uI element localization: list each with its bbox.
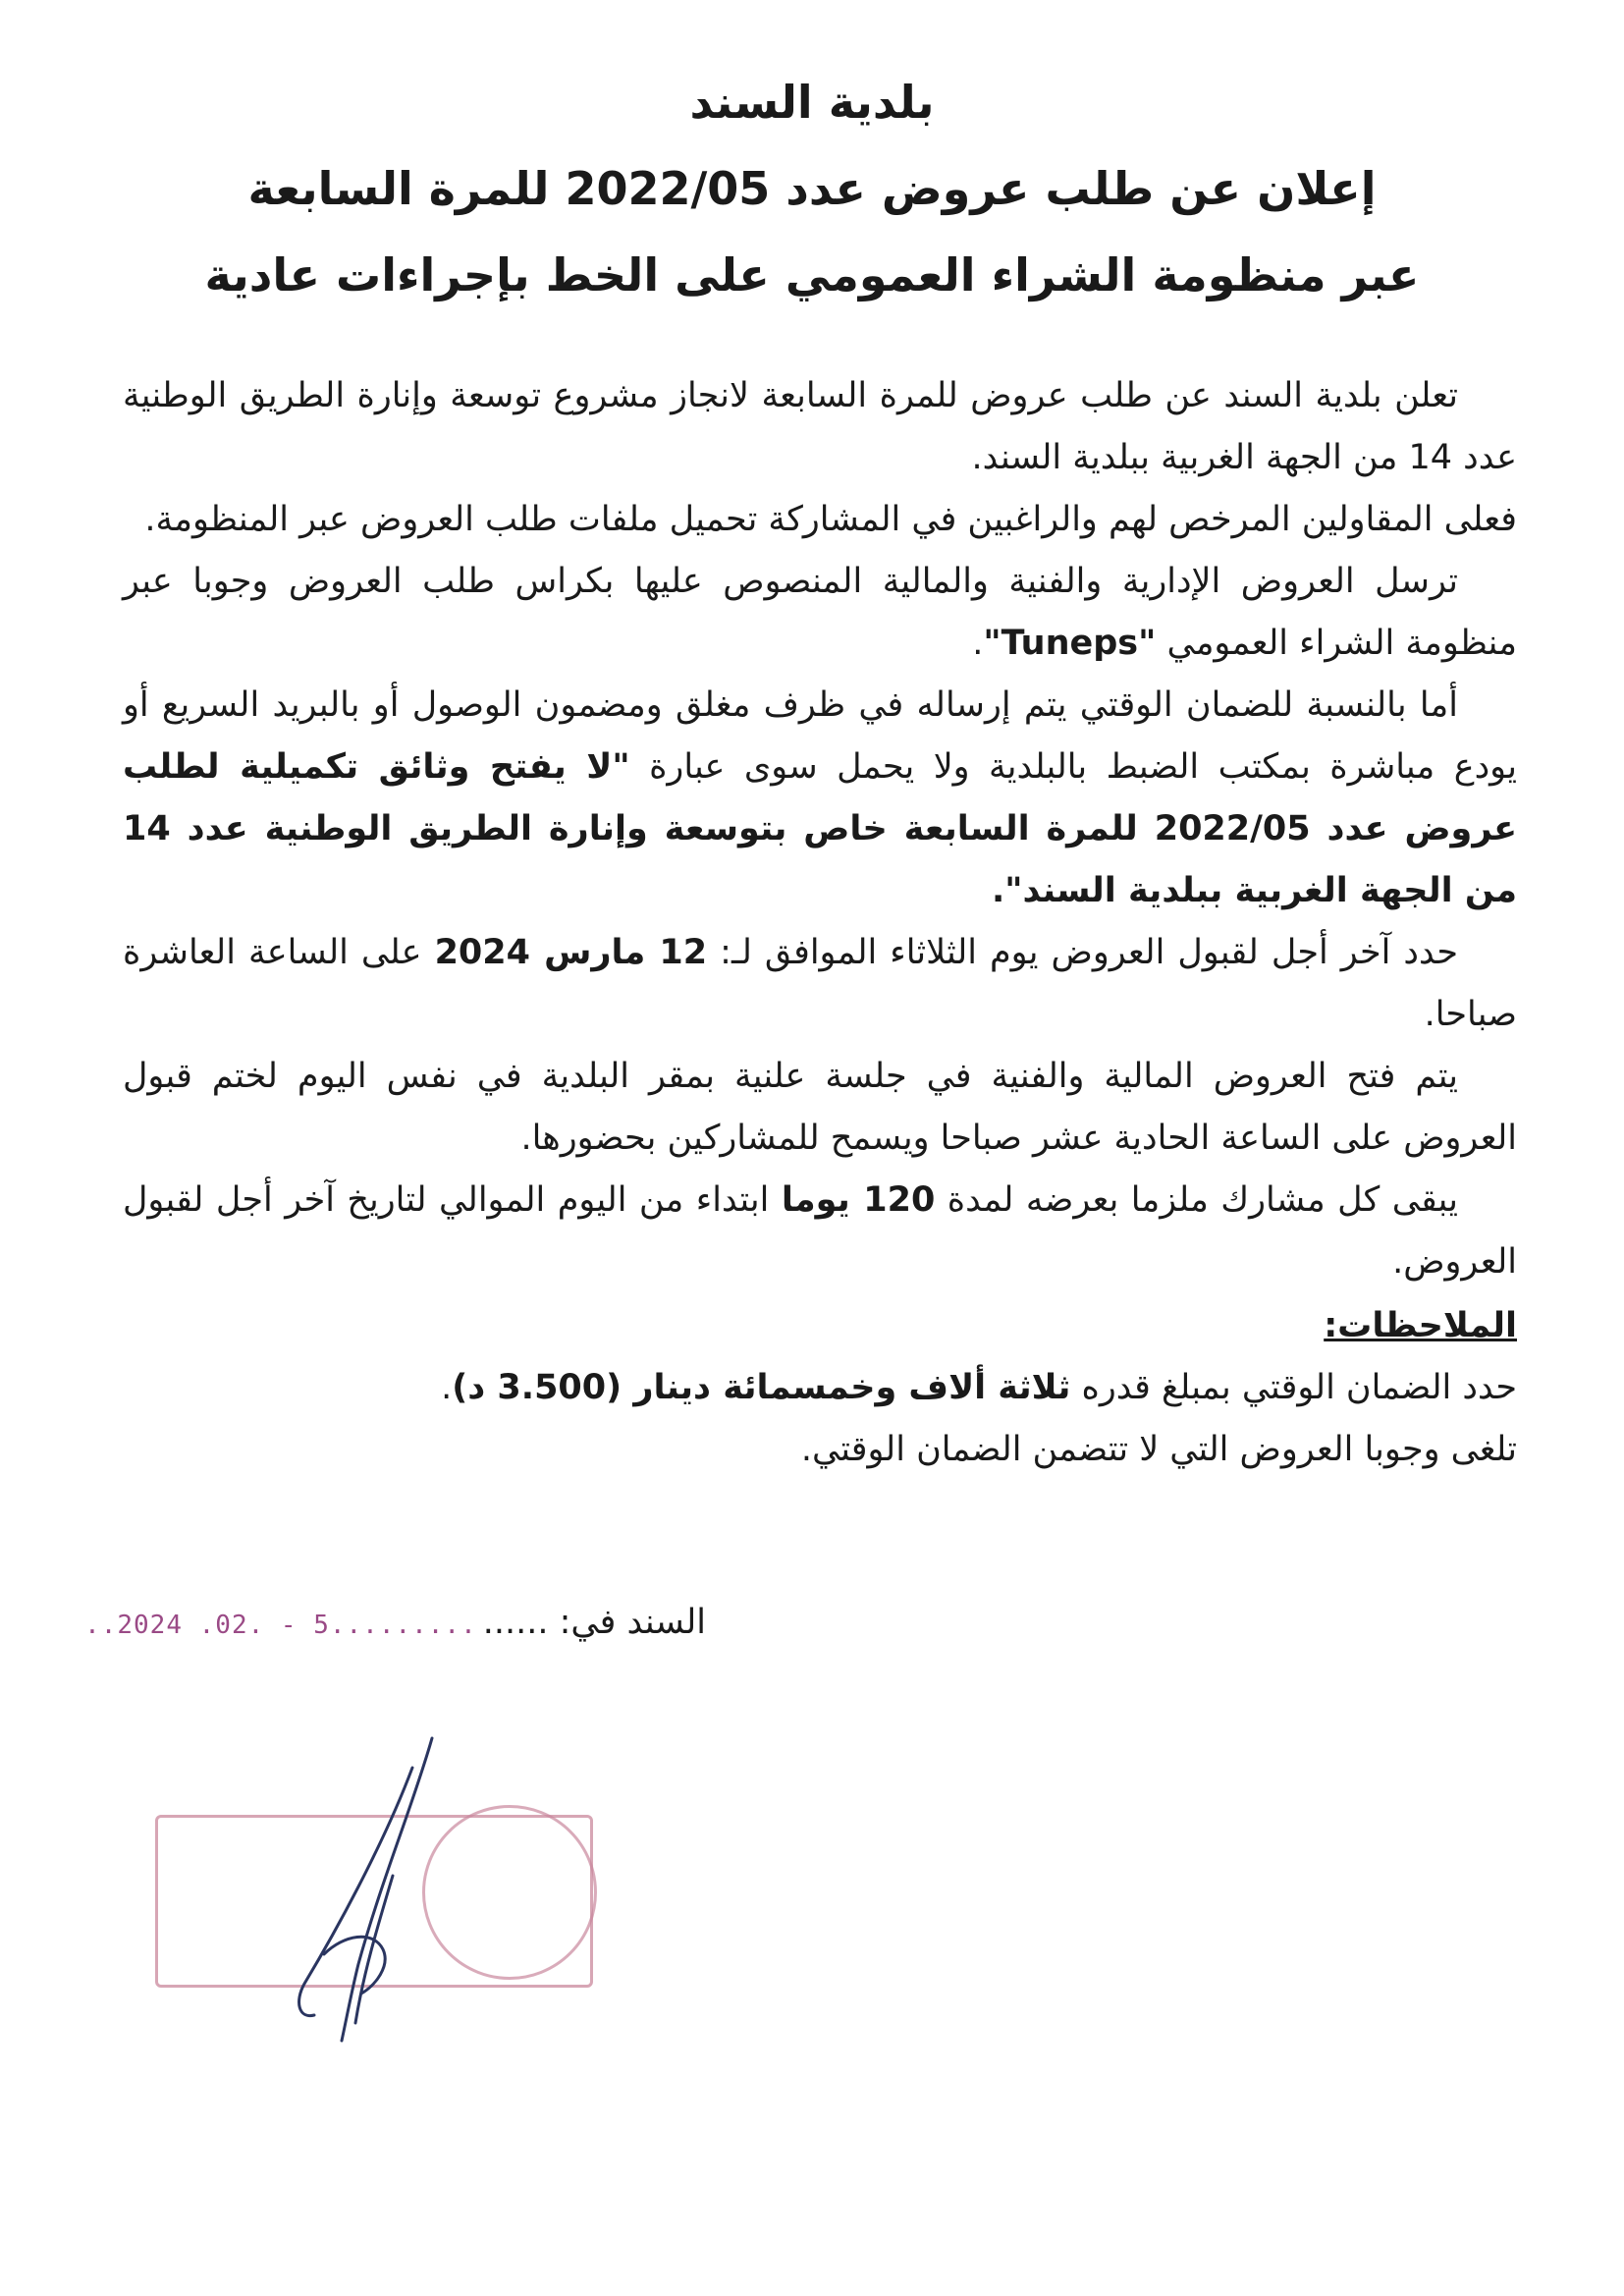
validity-days: 120 يوما — [781, 1180, 936, 1220]
announcement-title: إعلان عن طلب عروض عدد 2022/05 للمرة السابعة — [247, 162, 1377, 215]
announcement-subtitle: عبر منظومة الشراء العمومي على الخط بإجراءات عادية — [204, 248, 1420, 301]
amount-value: ثلاثة ألاف وخمسمائة دينار (3.500 د) — [452, 1368, 1071, 1407]
guarantee-text: أما بالنسبة للضمان الوقتي يتم إرساله في ظرف مغلق ومضمون الوصول أو بالبريد السريع أو يودع مباشرة بمكتب الضبط بالبلدية ولا يحمل سوى عبارة — [123, 685, 1518, 787]
amount-text: حدد الضمان الوقتي بمبلغ قدره — [1070, 1368, 1517, 1407]
paragraph-validity — [123, 1170, 1517, 1293]
envelope-inscription: "لا يفتح وثائق تكميلية لطلب عروض عدد 2022/05 للمرة السابعة خاص بتوسعة وإنارة الطريق الوطنية عدد 14 من الجهة الغربية ببلدية السند". — [123, 747, 1517, 910]
submission-end: . — [972, 624, 984, 663]
document-header — [196, 59, 1428, 318]
paragraph-opening: يتم فتح العروض المالية والفنية في جلسة علنية بمقر البلدية في نفس اليوم لختم قبول العروض على الساعة الحادية عشر صباحا ويسمح للمشاركين بحضورها. — [123, 1057, 1517, 1158]
paragraph-deadline — [123, 922, 1517, 1046]
signature-date-line — [84, 1603, 706, 1642]
note-cancellation: تلغى وجوبا العروض التي لا تتضمن الضمان الوقتي. — [800, 1430, 1517, 1469]
deadline-end: على الساعة العاشرة صباحا. — [123, 933, 1517, 1034]
deadline-date: 12 مارس 2024 — [434, 933, 708, 972]
submission-text: ترسل العروض الإدارية والفنية والمالية المنصوص عليها بكراس طلب العروض وجوبا عبر منظومة الشراء العمومي — [123, 562, 1517, 663]
notes-heading: الملاحظات: — [1324, 1306, 1517, 1345]
deadline-text: حدد آخر أجل لقبول العروض يوم الثلاثاء الموافق لـ: — [707, 933, 1458, 972]
handwritten-date: ..2024 .02. - 5......... — [84, 1611, 477, 1640]
validity-text: يبقى كل مشارك ملزما بعرضه لمدة — [935, 1180, 1458, 1220]
signature — [265, 1728, 442, 2052]
announcement-body — [123, 365, 1517, 1481]
round-seal — [422, 1805, 597, 1980]
paragraph-guarantee — [123, 675, 1517, 922]
validity-end: ابتداء من اليوم الموالي لتاريخ آخر أجل لقبول العروض. — [123, 1180, 1517, 1282]
note-guarantee-amount — [123, 1357, 1517, 1419]
date-label: السند في: ...... — [482, 1603, 706, 1642]
amount-end: . — [441, 1368, 453, 1407]
tuneps-name: "Tuneps" — [983, 624, 1157, 663]
paragraph-project: تعلن بلدية السند عن طلب عروض للمرة السابعة لانجاز مشروع توسعة وإنارة الطريق الوطنية عدد 14 من الجهة الغربية ببلدية السند. — [123, 376, 1517, 477]
paragraph-submission — [123, 551, 1517, 675]
paragraph-download: فعلى المقاولين المرخص لهم والراغبين في المشاركة تحميل ملفات طلب العروض عبر المنظومة. — [144, 500, 1517, 539]
municipality-title: بلدية السند — [689, 76, 935, 129]
